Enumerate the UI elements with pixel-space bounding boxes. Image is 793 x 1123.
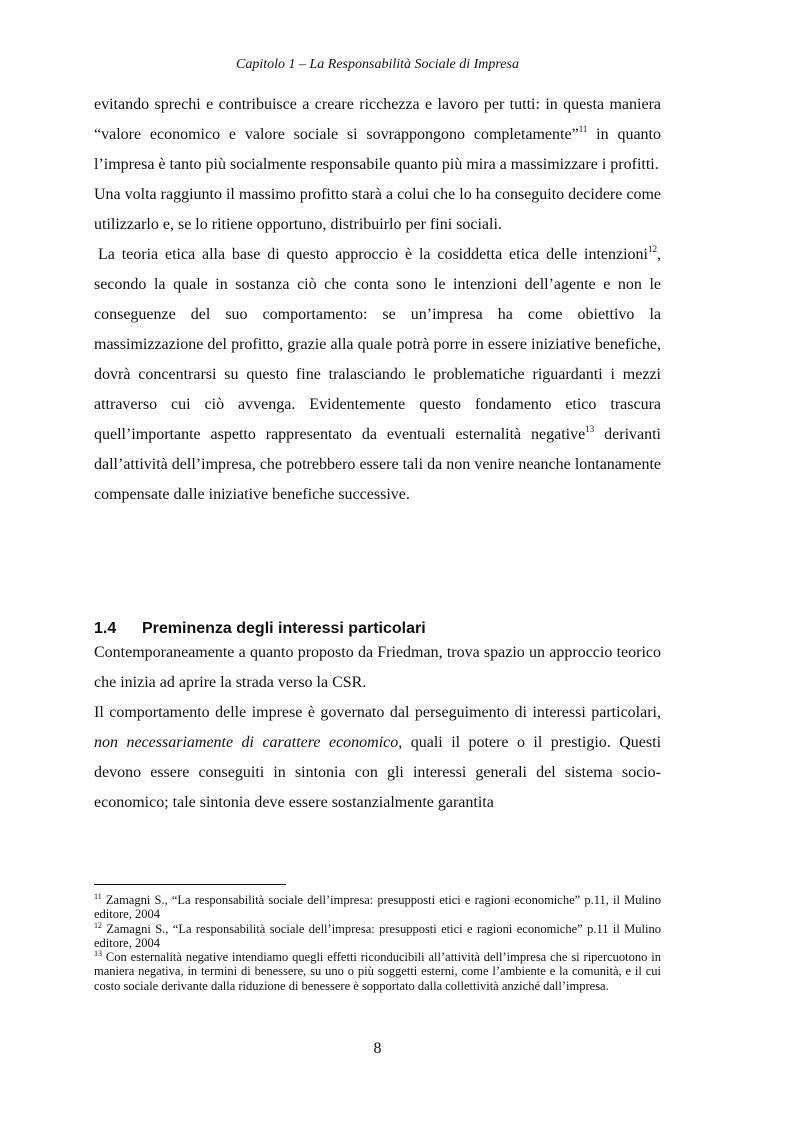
footnote-number: 12	[94, 920, 102, 930]
running-header: Capitolo 1 – La Responsabilità Sociale di Impresa	[236, 57, 519, 72]
footnote-ref[interactable]: 11	[578, 124, 588, 134]
paragraph: evitando sprechi e contribuisce a creare ricchezza e lavoro per tutti: in questa maniera “valore economico e valore sociale si sovrappongono completamente”$^{11}$ in quanto l’impresa è tanto più socialmente responsabile quanto più mira a massimizzare i profitti.	[94, 96, 661, 173]
footnotes	[94, 893, 661, 993]
section-number: 1.4	[94, 620, 117, 637]
paragraph: Il comportamento delle imprese è governato dal perseguimento di interessi particolari, non necessariamente di carattere economico, quali il potere o il prestigio. Questi devono essere conseguiti in sintonia con gli interessi generali del sistema socio-economico; tale sintonia deve essere sostanzialmente garantita	[94, 704, 662, 811]
emphasis-text: non necessariamente di carattere economico	[94, 734, 399, 751]
paragraph: La teoria etica alla base di questo approccio è la cosiddetta etica delle intenzioni$^{12}$, secondo la quale in sostanza ciò che conta sono le intenzioni dell’agente e non le conseguenze del suo comportamento: se un’impresa ha come obiettivo la massimizzazione del profitto, grazie alla quale potrà porre in essere iniziative benefiche, dovrà concentrarsi su questo fine tralasciando le problematiche riguardanti i mezzi attraverso cui ciò avvenga. Evidentemente questo fondamento etico trascura quell’importante aspetto rappresentato da eventuali esternalità negative$^{13}$ derivanti dall’attività dell’impresa, che potrebbero essere tali da non venire neanche lontanamente compensate dalle iniziative benefiche successive.	[94, 244, 662, 503]
body-text-top	[94, 90, 661, 510]
paragraph: Contemporaneamente a quanto proposto da Friedman, trova spazio un approccio teorico che inizia ad aprire la strada verso la CSR.	[94, 644, 661, 691]
section-heading	[94, 619, 661, 639]
footnote-number: 11	[94, 892, 102, 901]
footnote-ref[interactable]: 12	[648, 244, 657, 254]
page-number: 8	[373, 1040, 382, 1057]
footnote-number: 13	[94, 949, 102, 959]
footnote-separator	[94, 884, 286, 885]
footnote: $^{12}$ Zamagni S., “La responsabilità sociale dell’impresa: presupposti etici e ragioni economiche” p.11 il Mulino editore, 2004	[94, 920, 661, 950]
body-text-bottom	[94, 638, 661, 818]
footnote-ref[interactable]: 13	[585, 424, 595, 434]
footnote: $^{13}$ Con esternalità negative intendiamo quegli effetti riconducibili all’attività dell’impresa che si ripercuotono in maniera negativa, in termini di benessere, su uno o più soggetti esterni, come l’ambiente e la comunità, e il cui costo sociale derivante dalla riduzione di benessere è sopportato dalla collettività anziché dall’impresa.	[94, 949, 661, 993]
paragraph: Una volta raggiunto il massimo profitto starà a colui che lo ha conseguito decidere come utilizzarlo e, se lo ritiene opportuno, distribuirlo per fini sociali.	[94, 186, 661, 233]
section-title: Preminenza degli interessi particolari	[142, 620, 426, 637]
footnote: $^{11}$ Zamagni S., “La responsabilità sociale dell’impresa: presupposti etici e ragioni economiche” p.11, il Mulino editore, 2004	[94, 892, 661, 922]
